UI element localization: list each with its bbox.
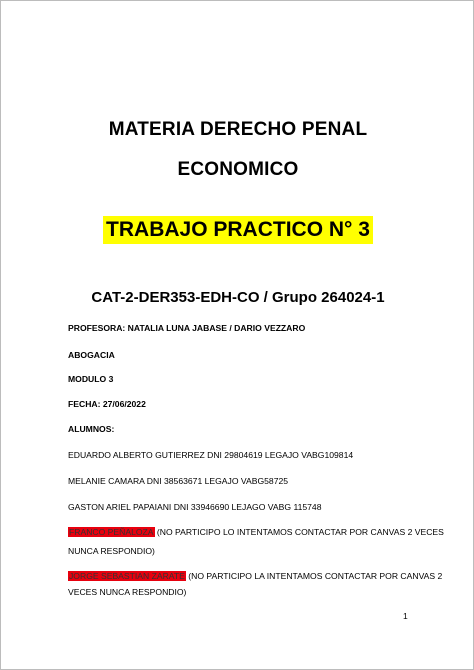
students-heading: ALUMNOS: [68, 424, 115, 434]
student-1: EDUARDO ALBERTO GUTIERREZ DNI 29804619 LEGAJO VABG109814 [68, 450, 354, 460]
page-number: 1 [403, 611, 408, 621]
student-4-note: (NO PARTICIPO LO INTENTAMOS CONTACTAR POR CANVAS 2 VECES [154, 527, 444, 537]
student-3: GASTON ARIEL PAPAIANI DNI 33946690 LEJAGO VABG 115748 [68, 502, 322, 512]
student-5-line1 [68, 571, 442, 581]
student-5-line2: VECES NUNCA RESPONDIO) [68, 587, 187, 597]
subject-title-line1: MATERIA DERECHO PENAL [108, 119, 368, 140]
student-4-line1 [68, 527, 444, 537]
course-code: CAT-2-DER353-EDH-CO / Grupo 264024-1 [91, 289, 385, 306]
student-5-name: JORGE SEBASTIAN ZARATE [69, 571, 185, 581]
student-4-line2: NUNCA RESPONDIO) [68, 546, 155, 556]
professor-line: PROFESORA: NATALIA LUNA JABASE / DARIO VEZZARO [68, 323, 306, 333]
date-line: FECHA: 27/06/2022 [68, 399, 146, 409]
work-title: TRABAJO PRACTICO N° 3 [103, 216, 373, 244]
student-2: MELANIE CAMARA DNI 38563671 LEGAJO VABG58725 [68, 476, 289, 486]
module-line: MODULO 3 [68, 374, 114, 384]
student-5-note: (NO PARTICIPO LA INTENTAMOS CONTACTAR POR CANVAS 2 [185, 571, 443, 581]
student-4-name: FRANCO PEÑALOZA [69, 527, 154, 537]
subject-title-line2: ECONOMICO [177, 159, 299, 180]
career-line: ABOGACIA [68, 350, 115, 360]
work-title-container [1, 216, 474, 244]
